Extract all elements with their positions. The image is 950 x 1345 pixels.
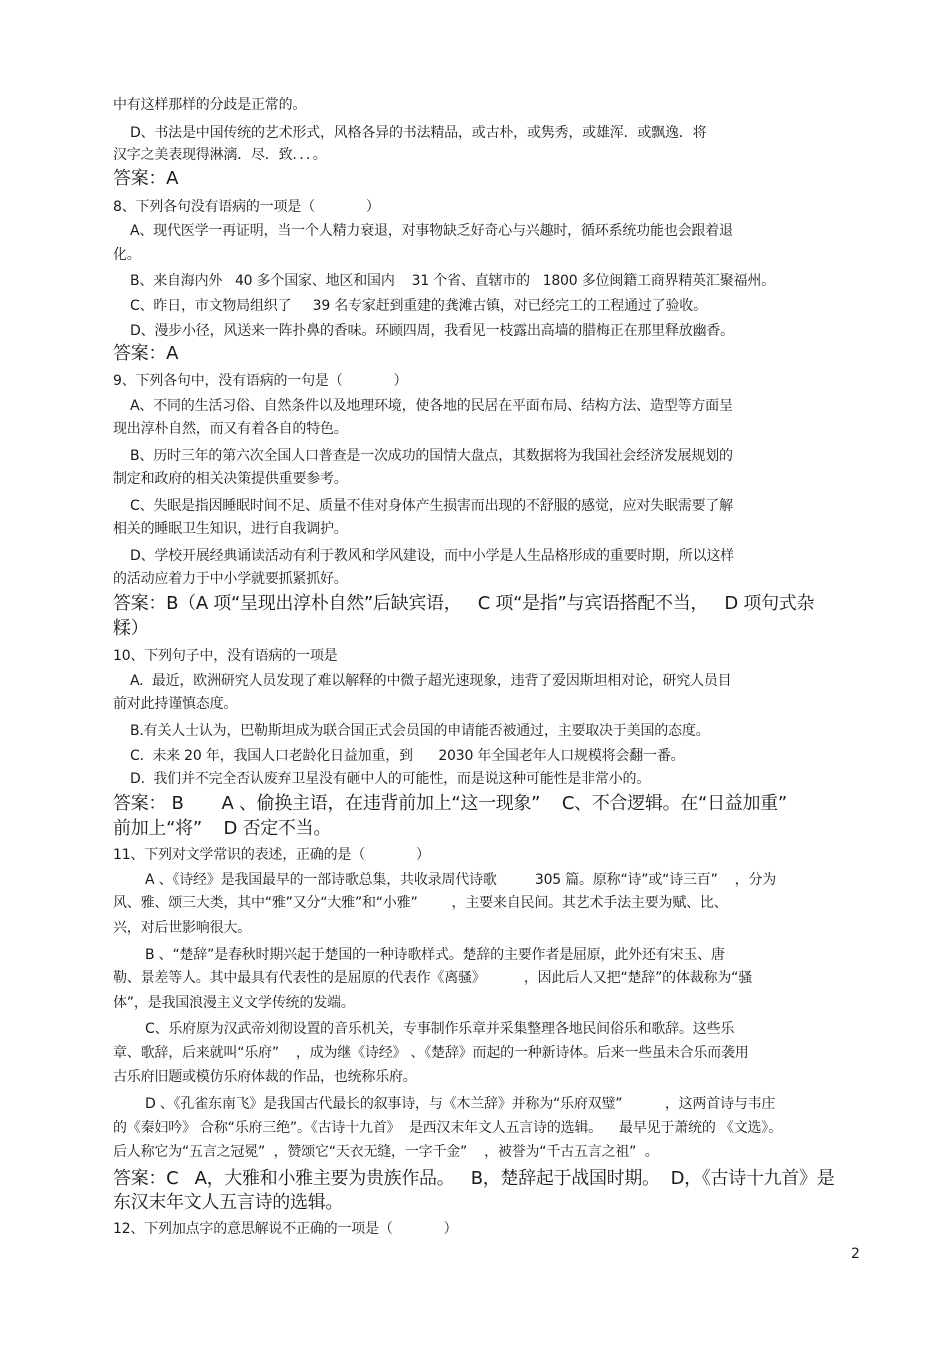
text-line: D、漫步小径，风送来一阵扑鼻的香味。环顾四周，我看见一枝露出高墙的腊梅正在那里释放幽香。 (130, 323, 734, 339)
answer-line: 答案：A (113, 343, 179, 364)
text-line: 前对此持谨慎态度。 (113, 696, 238, 712)
text-line: 兴，对后世影响很大。 (113, 920, 251, 936)
text-line: D、书法是中国传统的艺术形式，风格各异的书法精品，或古朴，或隽秀，或雄浑．或飘逸．将 (130, 125, 707, 141)
text-line: D 、《孔雀东南飞》是我国古代最长的叙事诗，与《木兰辞》并称为“乐府双璧” ，这两首诗与韦庄 (145, 1096, 776, 1112)
text-line: 汉字之美表现得淋漓．尽．致．．．。 (113, 147, 327, 163)
answer-line: 答案：B（A 项“呈现出淳朴自然”后缺宾语， C 项“是指”与宾语搭配不当， D 项句式杂 (113, 593, 815, 614)
text-line: C、乐府原为汉武帝刘彻设置的音乐机关，专事制作乐章并采集整理各地民间俗乐和歌辞。这些乐 (145, 1021, 735, 1037)
text-line: 中有这样那样的分歧是正常的。 (113, 97, 307, 113)
text-line: C、昨日，市文物局组织了 39 名专家赶到重建的龚滩古镇，对已经完工的工程通过了验收。 (130, 298, 707, 314)
text-line: B、来自海内外 40 多个国家、地区和国内 31 个省、直辖市的 1800 多位闽籍工商界精英汇聚福州。 (130, 273, 775, 289)
text-line: C、失眠是指因睡眠时间不足、质量不佳对身体产生损害而出现的不舒服的感觉，应对失眠需要了解 (130, 498, 733, 514)
question-line: 8、下列各句没有语病的一项是（ ） (113, 199, 380, 215)
page-number: 2 (851, 1246, 860, 1262)
question-line: 12、下列加点字的意思解说不正确的一项是（ ） (113, 1221, 458, 1237)
text-line: B、历时三年的第六次全国人口普查是一次成功的国情大盘点，其数据将为我国社会经济发展规划的 (130, 448, 733, 464)
answer-line: 糅） (113, 618, 149, 639)
text-line: D. 我们并不完全否认废弃卫星没有砸中人的可能性，而是说这种可能性是非常小的。 (130, 771, 651, 787)
text-line: B 、“楚辞”是春秋时期兴起于楚国的一种诗歌样式。楚辞的主要作者是屈原，此外还有宋玉、唐 (145, 947, 725, 963)
question-line: 10、下列句子中，没有语病的一项是 (113, 648, 338, 664)
text-line: D、学校开展经典诵读活动有利于教风和学风建设，而中小学是人生品格形成的重要时期，所以这样 (130, 548, 734, 564)
text-line: 勒、景差等人。其中最具有代表性的是屈原的代表作《离骚》 ，因此后人又把“楚辞”的体裁称为“骚 (113, 970, 753, 986)
text-line: 制定和政府的相关决策提供重要参考。 (113, 471, 348, 487)
text-line: 古乐府旧题或模仿乐府体裁的作品，也统称乐府。 (113, 1069, 417, 1085)
text-line: A、不同的生活习俗、自然条件以及地理环境，使各地的民居在平面布局、结构方法、造型等方面呈 (130, 398, 733, 414)
answer-line: 答案：A (113, 168, 179, 189)
answer-line: 答案： B A 、偷换主语，在违背前加上“这一现象” C、不合逻辑。在“日益加重” (113, 793, 787, 814)
answer-line: 东汉末年文人五言诗的选辑。 (113, 1192, 344, 1213)
text-line: 的《秦妇吟》 合称“乐府三绝”。《古诗十九首》 是西汉末年文人五言诗的选辑。 最早见于萧统的 《文选》。 (113, 1120, 782, 1136)
answer-line: 答案：C A，大雅和小雅主要为贵族作品。 B，楚辞起于战国时期。 D，《古诗十九首》是 (113, 1168, 835, 1189)
text-line: 风、雅、颂三大类，其中“雅”又分“大雅”和“小雅” ，主要来自民间。其艺术手法主要为赋、比、 (113, 895, 728, 911)
text-line: A 、《诗经》是我国最早的一部诗歌总集，共收录周代诗歌 305 篇。原称“诗”或“诗三百” ，分为 (145, 872, 777, 888)
text-line: 现出淳朴自然，而又有着各自的特色。 (113, 421, 348, 437)
text-line: 的活动应着力于中小学就要抓紧抓好。 (113, 571, 348, 587)
answer-line: 前加上“将” D 否定不当。 (113, 818, 332, 839)
text-line: A. 最近，欧洲研究人员发现了难以解释的中微子超光速现象，违背了爱因斯坦相对论，研究人员目 (130, 673, 732, 689)
question-line: 11、下列对文学常识的表述，正确的是（ ） (113, 847, 430, 863)
text-line: 章、歌辞，后来就叫“乐府” ，成为继《诗经》 、《楚辞》而起的一种新诗体。后来一些虽未合乐而袭用 (113, 1045, 749, 1061)
text-line: C. 未来 20 年，我国人口老龄化日益加重，到 2030 年全国老年人口规模将会翻一番。 (130, 748, 685, 764)
text-line: B.有关人士认为，巴勒斯坦成为联合国正式会员国的申请能否被通过，主要取决于美国的态度。 (130, 723, 710, 739)
text-line: 相关的睡眠卫生知识，进行自我调护。 (113, 521, 348, 537)
text-line: A、现代医学一再证明，当一个人精力衰退，对事物缺乏好奇心与兴趣时，循环系统功能也会跟着退 (130, 223, 733, 239)
text-line: 体”，是我国浪漫主义文学传统的发端。 (113, 995, 355, 1011)
question-line: 9、下列各句中，没有语病的一句是（ ） (113, 373, 408, 389)
text-line: 化。 (113, 247, 141, 263)
text-line: 后人称它为“五言之冠冕” ，赞颂它“天衣无缝，一字千金” ，被誉为“千古五言之祖” 。 (113, 1144, 659, 1160)
